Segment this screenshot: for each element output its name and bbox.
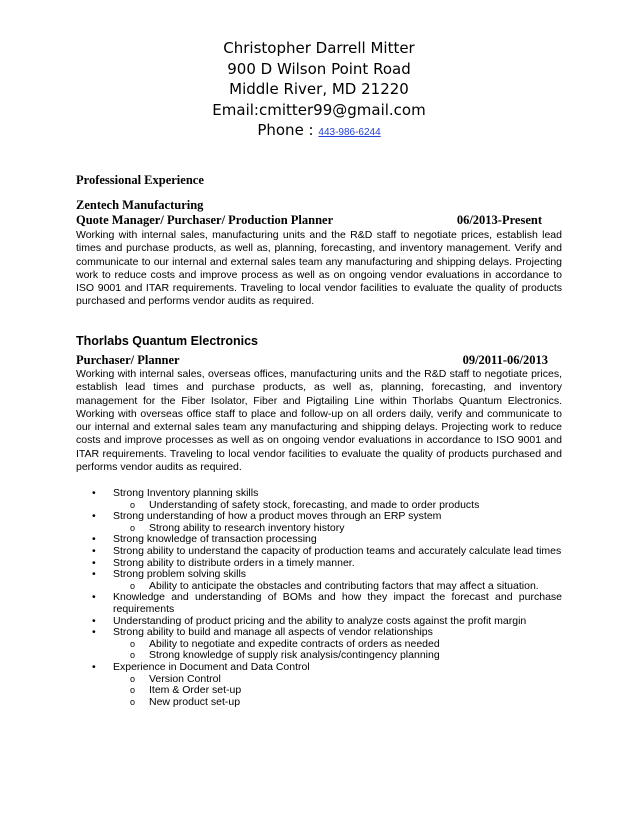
- skill-item: • Strong ability to distribute orders in a timely manner.: [76, 558, 562, 570]
- skill-item: • Experience in Document and Data Control o Version Control o Item & Order set-up o New product set-up: [76, 662, 562, 708]
- sub-skill-item: o Strong ability to research inventory history: [113, 523, 562, 535]
- job2-title-row: [76, 353, 562, 368]
- section-title: Professional Experience: [76, 173, 204, 187]
- phone-label: Phone :: [257, 121, 319, 139]
- sub-skill-item: o Ability to negotiate and expedite contracts of orders as needed: [113, 639, 562, 651]
- phone-link[interactable]: 443-986-6244: [318, 127, 381, 138]
- job1-title: Quote Manager/ Purchaser/ Production Planner: [76, 213, 334, 227]
- job1-company: Zentech Manufacturing: [76, 198, 204, 212]
- sub-skill-item: o Ability to anticipate the obstacles and contributing factors that may affect a situation.: [113, 581, 562, 593]
- resume-header: [0, 38, 638, 144]
- job1-dates: 06/2013-Present: [456, 213, 542, 227]
- email-line: Email:cmitter99@gmail.com: [212, 100, 426, 119]
- sub-skill-item: o New product set-up: [113, 697, 562, 709]
- sub-skill-item: o Item & Order set-up: [113, 685, 562, 697]
- job2-title: Purchaser/ Planner: [76, 353, 180, 367]
- job1-description: Working with internal sales, manufacturing units and the R&D staff to negotiate prices, establish lead times and purchase products, as well as, planning, forecasting, and inventory management. Verify and communicate to our internal and external sales team any manufacturing and shipping delays. Projecting work to reduce costs and improve process as well as on ongoing vendor evaluations in accordance to ISO 9001 and ITAR requirements. Traveling to local vendor facilities to evaluate the quality of products purchased and performs vendor audits as required.: [76, 229, 562, 308]
- sub-skill-item: o Version Control: [113, 674, 562, 686]
- street-address: 900 D Wilson Point Road: [227, 59, 411, 78]
- candidate-name: Christopher Darrell Mitter: [223, 39, 415, 57]
- phone-line: [0, 120, 638, 144]
- skill-item: • Strong ability to build and manage all aspects of vendor relationships o Ability to negotiate and expedite contracts of orders as needed o Strong knowledge of supply risk analysis/contingency planning: [76, 627, 562, 662]
- city-state-zip: Middle River, MD 21220: [229, 80, 409, 98]
- job2-company: Thorlabs Quantum Electronics: [76, 334, 258, 348]
- job2-description: Working with internal sales, overseas offices, manufacturing units and the R&D staff to negotiate prices, establish lead times and purchase products, as well as, planning, forecasting, and inventory management for the Fiber Isolator, Fiber and Pigtailing Line within Thorlabs Quantum Electronics. Working with overseas office staff to place and follow-up on all orders daily, verify and communicate to our internal and external sales team any manufacturing and shipping delays. Projecting work to reduce costs and improve processes as well as on ongoing vendor evaluations in accordance to ISO 9001 and ITAR requirements. Traveling to local vendor facilities to evaluate the quality of products purchased and performs vendor audits as required.: [76, 368, 562, 474]
- skill-item: • Strong understanding of how a product moves through an ERP system o Strong ability to research inventory history: [76, 511, 562, 534]
- skill-item: • Strong ability to understand the capacity of production teams and accurately calculate lead times: [76, 546, 562, 558]
- sub-skill-item: o Strong knowledge of supply risk analysis/contingency planning: [113, 650, 562, 662]
- skill-item: • Knowledge and understanding of BOMs and how they impact the forecast and purchase requirements: [76, 592, 562, 615]
- skill-item: • Understanding of product pricing and the ability to analyze costs against the profit margin: [76, 616, 562, 628]
- job2-dates: 09/2011-06/2013: [462, 353, 548, 367]
- skill-item: • Strong knowledge of transaction processing: [76, 534, 562, 546]
- job1-title-row: [76, 213, 562, 228]
- skill-item: • Strong problem solving skills o Ability to anticipate the obstacles and contributing factors that may affect a situation.: [76, 569, 562, 592]
- sub-skill-item: o Understanding of safety stock, forecasting, and made to order products: [113, 500, 562, 512]
- skill-item: • Strong Inventory planning skills o Understanding of safety stock, forecasting, and made to order products: [76, 488, 562, 511]
- skills-list: [76, 488, 562, 708]
